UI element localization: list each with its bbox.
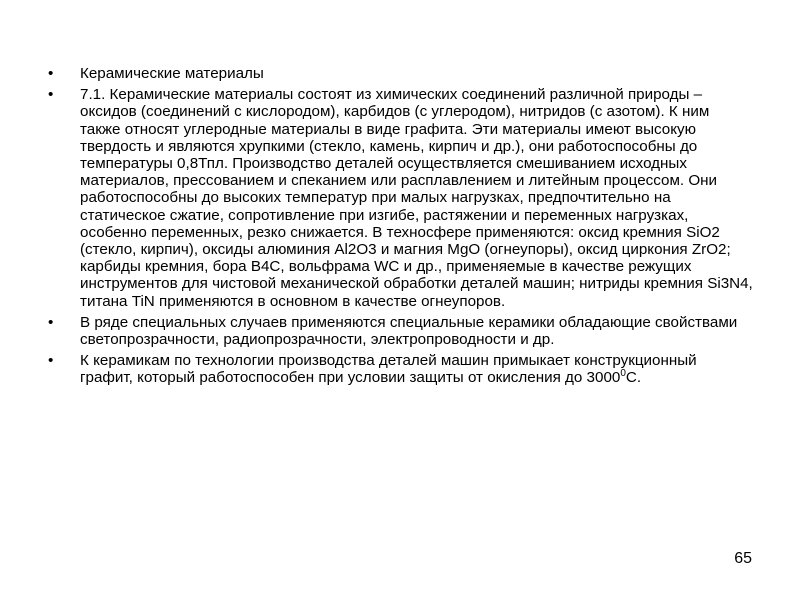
bullet-text-end: С. xyxy=(625,369,642,387)
bullet-item-description xyxy=(48,86,753,310)
bullet-text: 7.1. Керамические материалы состоят из химических соединений различной природы – оксидов (соединений с кислородом), карбидов (с углеродом), нитридов (с азотом). К ним также относят углеродные материалы в виде графита. Эти материалы имеют высокую твердость и являются хрупкими (стекло, камень, кирпич и др.), они работоспособны до температуры 0,8Тпл. Производство деталей осуществляется смешиванием исходных материалов, прессованием и спеканием или расплавлением и литейным процессом. Они работоспособны до высоких температур при малых нагрузках, предпочтительно на статическое сжатие, сопротивление при изгибе, растяжении и переменных нагрузках, особенно переменных, резко снижается. В техносфере применяются: оксид кремния SiO2 (стекло, кирпич), оксиды алюминия Al2O3 и магния MgO (огнеупоры), оксид циркония ZrO2; карбиды кремния, бора B4C, вольфрама WC и др., применяемые в качестве режущих инструментов для чистовой механической обработки деталей машин; нитриды кремния Si3N4, титана TiN применяются в основном в качестве огнеупоров. xyxy=(80,86,753,310)
page-number: 65 xyxy=(734,550,752,567)
bullet-item-special-ceramics xyxy=(48,314,753,348)
slide-content xyxy=(48,65,753,391)
temperature-superscript: 0 xyxy=(620,368,626,380)
bullet-icon: • xyxy=(48,313,54,331)
bullet-icon: • xyxy=(48,65,54,82)
bullet-text: В ряде специальных случаев применяются специальные керамики обладающие свойствами светопрозрачности, радиопрозрачности, электропроводности и др. xyxy=(80,313,738,349)
bullet-item-graphite xyxy=(48,352,753,386)
bullet-icon: • xyxy=(48,86,54,104)
bullet-item-title xyxy=(48,65,753,82)
bullet-list xyxy=(48,65,753,387)
bullet-icon: • xyxy=(48,352,54,370)
bullet-text-main: К керамикам по технологии производства деталей машин примыкает конструкционный графит, который работоспособен при условии защиты от окисления до 3000 xyxy=(80,352,697,387)
bullet-text: Керамические материалы xyxy=(80,65,264,82)
